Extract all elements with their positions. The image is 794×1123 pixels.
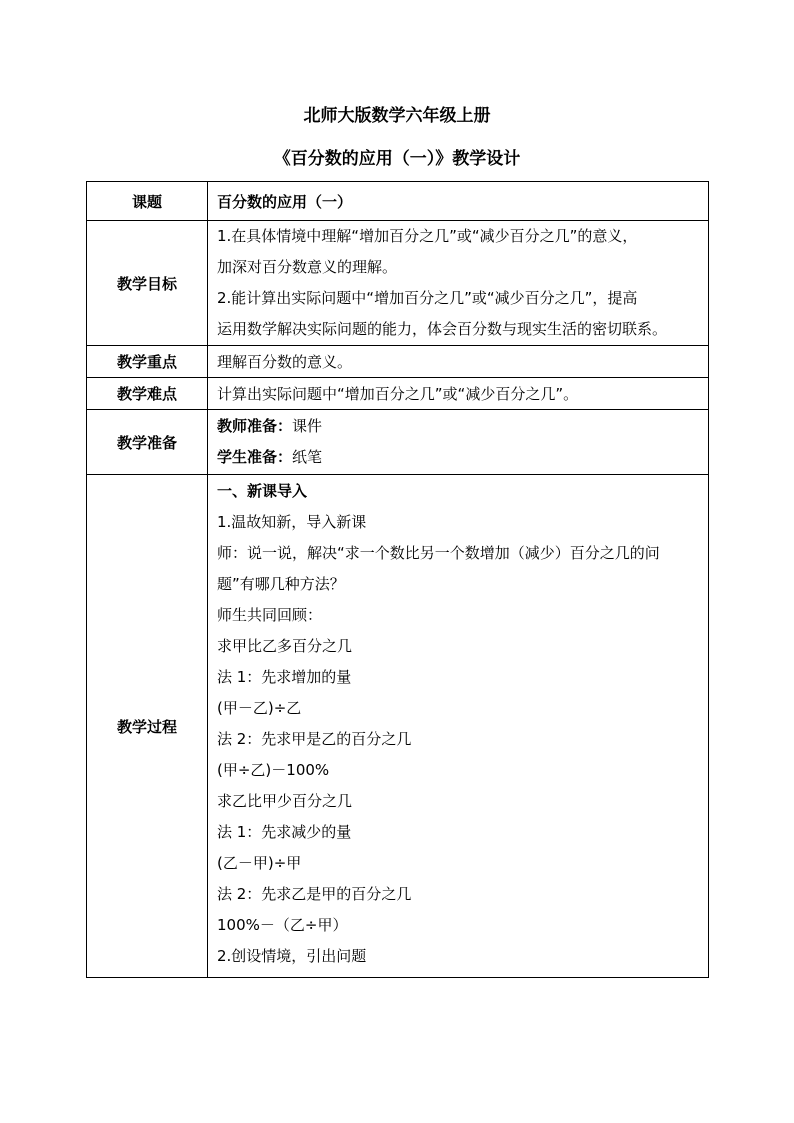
- key-point-label: 教学重点: [87, 346, 208, 378]
- process-label: 教学过程: [87, 475, 208, 978]
- process-line: 法 2：先求甲是乙的百分之几: [217, 730, 412, 748]
- objective-line: 加深对百分数意义的理解。: [217, 258, 398, 276]
- objectives-content: [208, 221, 709, 346]
- table-row-key-point: [87, 346, 709, 378]
- table-row-objectives: [87, 221, 709, 346]
- process-line: 1.温故知新，导入新课: [217, 513, 367, 531]
- process-line: 求甲比乙多百分之几: [217, 637, 353, 655]
- process-line: 求乙比甲少百分之几: [217, 792, 353, 810]
- process-line: 法 2：先求乙是甲的百分之几: [217, 885, 412, 903]
- process-section-heading: 一、新课导入: [217, 482, 308, 500]
- process-line: 2.创设情境，引出问题: [217, 947, 367, 965]
- topic-value: 百分数的应用（一）: [208, 182, 709, 221]
- process-line: 师生共同回顾：: [217, 606, 323, 624]
- document-subtitle: 《百分数的应用（一）》教学设计: [273, 149, 521, 169]
- table-row-difficult-point: [87, 378, 709, 410]
- process-line: 法 1：先求增加的量: [217, 668, 352, 686]
- process-line: (乙－甲)÷甲: [217, 854, 302, 872]
- difficult-point-value: 计算出实际问题中“增加百分之几”或“减少百分之几”。: [208, 378, 709, 410]
- table-row-process: [87, 475, 709, 978]
- process-line: 师：说一说，解决“求一个数比另一个数增加（减少）百分之几的问: [217, 544, 660, 562]
- key-point-value: 理解百分数的意义。: [208, 346, 709, 378]
- process-line: (甲－乙)÷乙: [217, 699, 302, 717]
- process-line: 法 1：先求减少的量: [217, 823, 352, 841]
- topic-label: 课题: [87, 182, 208, 221]
- student-preparation-label: 学生准备：: [217, 448, 293, 466]
- process-line: 100%－（乙÷甲）: [217, 916, 348, 934]
- preparation-content: [208, 410, 709, 475]
- lesson-plan-table: [86, 181, 709, 978]
- objectives-label: 教学目标: [87, 221, 208, 346]
- student-preparation: [217, 442, 700, 473]
- teacher-preparation-label: 教师准备：: [217, 417, 293, 435]
- table-row-topic: [87, 182, 709, 221]
- process-line: (甲÷乙)－100%: [217, 761, 330, 779]
- difficult-point-label: 教学难点: [87, 378, 208, 410]
- process-content: [208, 475, 709, 978]
- preparation-label: 教学准备: [87, 410, 208, 475]
- document-title: 北师大版数学六年级上册: [303, 106, 491, 126]
- teacher-preparation: [217, 411, 700, 442]
- teacher-preparation-value: 课件: [292, 417, 323, 435]
- process-line: 题”有哪几种方法？: [217, 575, 345, 593]
- objective-line: 2.能计算出实际问题中“增加百分之几”或“减少百分之几”，提高: [217, 289, 638, 307]
- student-preparation-value: 纸笔: [292, 448, 323, 466]
- table-row-preparation: [87, 410, 709, 475]
- objective-line: 1.在具体情境中理解“增加百分之几”或“减少百分之几”的意义，: [217, 227, 638, 245]
- objective-line: 运用数学解决实际问题的能力，体会百分数与现实生活的密切联系。: [217, 320, 668, 338]
